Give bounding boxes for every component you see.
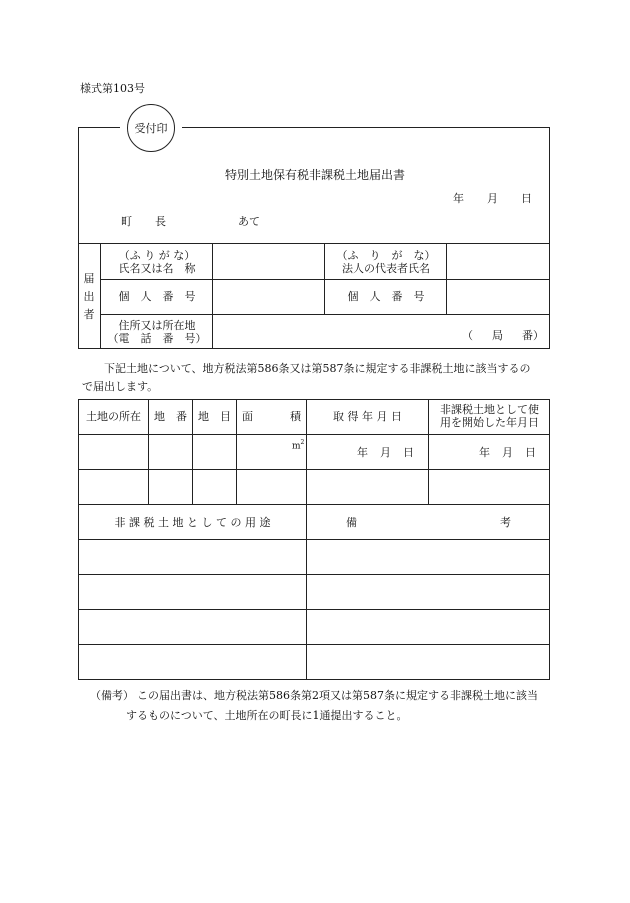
header-start-line-2: 用を開始した年月日 <box>440 416 539 429</box>
header-start-line-1: 非課税土地として使 <box>440 403 539 416</box>
receipt-stamp-label: 受付印 <box>134 122 168 135</box>
header-start <box>429 403 550 429</box>
usage-header: 非 課 税 土 地 と し て の 用 途 <box>114 516 271 529</box>
side-char-2: 出 <box>83 290 95 303</box>
date-day: 日 <box>521 192 532 205</box>
area-unit: $m^2$ <box>292 439 305 452</box>
usage-header-line <box>78 539 550 540</box>
addressee-head: 長 <box>155 215 166 228</box>
remarks-header-b: 考 <box>500 516 511 529</box>
rep-kana-label: （ふ り が な） <box>336 249 436 262</box>
header-lot: 地 番 <box>154 410 187 423</box>
phone-office: 局 <box>492 329 503 342</box>
statement-line-2: で届出します。 <box>82 380 159 393</box>
usage-row-line-1 <box>78 574 550 575</box>
name-kana-label: （ふ り が な） <box>118 249 196 262</box>
applicant-side-label <box>80 270 98 324</box>
address-label-cell <box>102 319 212 345</box>
name-label: 氏名又は名 称 <box>118 262 196 275</box>
corp-number-label: 個 人 番 号 <box>347 290 425 303</box>
header-area-a: 面 <box>242 410 253 423</box>
side-char-3: 者 <box>83 308 95 321</box>
row1-start-day: 日 <box>525 446 536 459</box>
land-col-line-3 <box>236 399 237 504</box>
rep-label: 法人の代表者氏名 <box>342 262 430 275</box>
form-title: 特別土地保有税非課税土地届出書 <box>224 168 405 182</box>
rep-name-field[interactable] <box>447 244 550 279</box>
date-year: 年 <box>453 192 464 205</box>
header-category: 地 目 <box>198 410 231 423</box>
row1-acq-year: 年 <box>357 446 368 459</box>
name-field[interactable] <box>213 244 324 279</box>
usage-row-line-2 <box>78 609 550 610</box>
row1-start-year: 年 <box>479 446 490 459</box>
name-label-cell <box>102 249 212 275</box>
remarks-header-a: 備 <box>346 516 357 529</box>
notes-line-1: この届出書は、地方税法第586条第2項又は第587条に規定する非課税土地に該当 <box>137 689 538 702</box>
phone-label: （電 話 番 号） <box>107 332 207 345</box>
statement <box>82 360 552 396</box>
addressee-town: 町 <box>121 215 132 228</box>
header-location: 土地の所在 <box>86 410 141 423</box>
header-acquired: 取 得 年 月 日 <box>333 410 402 423</box>
applicant-col-line-2 <box>324 243 325 314</box>
date-month: 月 <box>487 192 498 205</box>
usage-row-line-3 <box>78 644 550 645</box>
land-row-line-2 <box>78 504 550 505</box>
rep-label-cell <box>326 249 446 275</box>
address-label: 住所又は所在地 <box>118 319 196 332</box>
phone-number: 番） <box>522 329 544 342</box>
statement-line-1: 下記土地について、地方税法第586条又は第587条に規定する非課税土地に該当するの <box>104 362 531 375</box>
row1-acq-day: 日 <box>403 446 414 459</box>
notes-line-2: するものについて、土地所在の町長に1通提出すること。 <box>126 709 408 722</box>
row1-acq-month: 月 <box>380 446 391 459</box>
header-area-b: 積 <box>290 410 301 423</box>
notes-label: （備考） <box>90 689 134 702</box>
row1-start-month: 月 <box>502 446 513 459</box>
land-col-line-4 <box>306 399 307 680</box>
corp-number-field[interactable] <box>447 280 550 314</box>
receipt-stamp-circle <box>127 104 175 152</box>
side-char-1: 届 <box>83 272 95 285</box>
addressee-suffix: あて <box>238 215 260 228</box>
phone-open: （ <box>462 329 473 342</box>
personal-number-label: 個 人 番 号 <box>118 290 196 303</box>
personal-number-field[interactable] <box>213 280 324 314</box>
form-number: 様式第103号 <box>80 82 145 95</box>
applicant-side-divider <box>100 243 101 349</box>
